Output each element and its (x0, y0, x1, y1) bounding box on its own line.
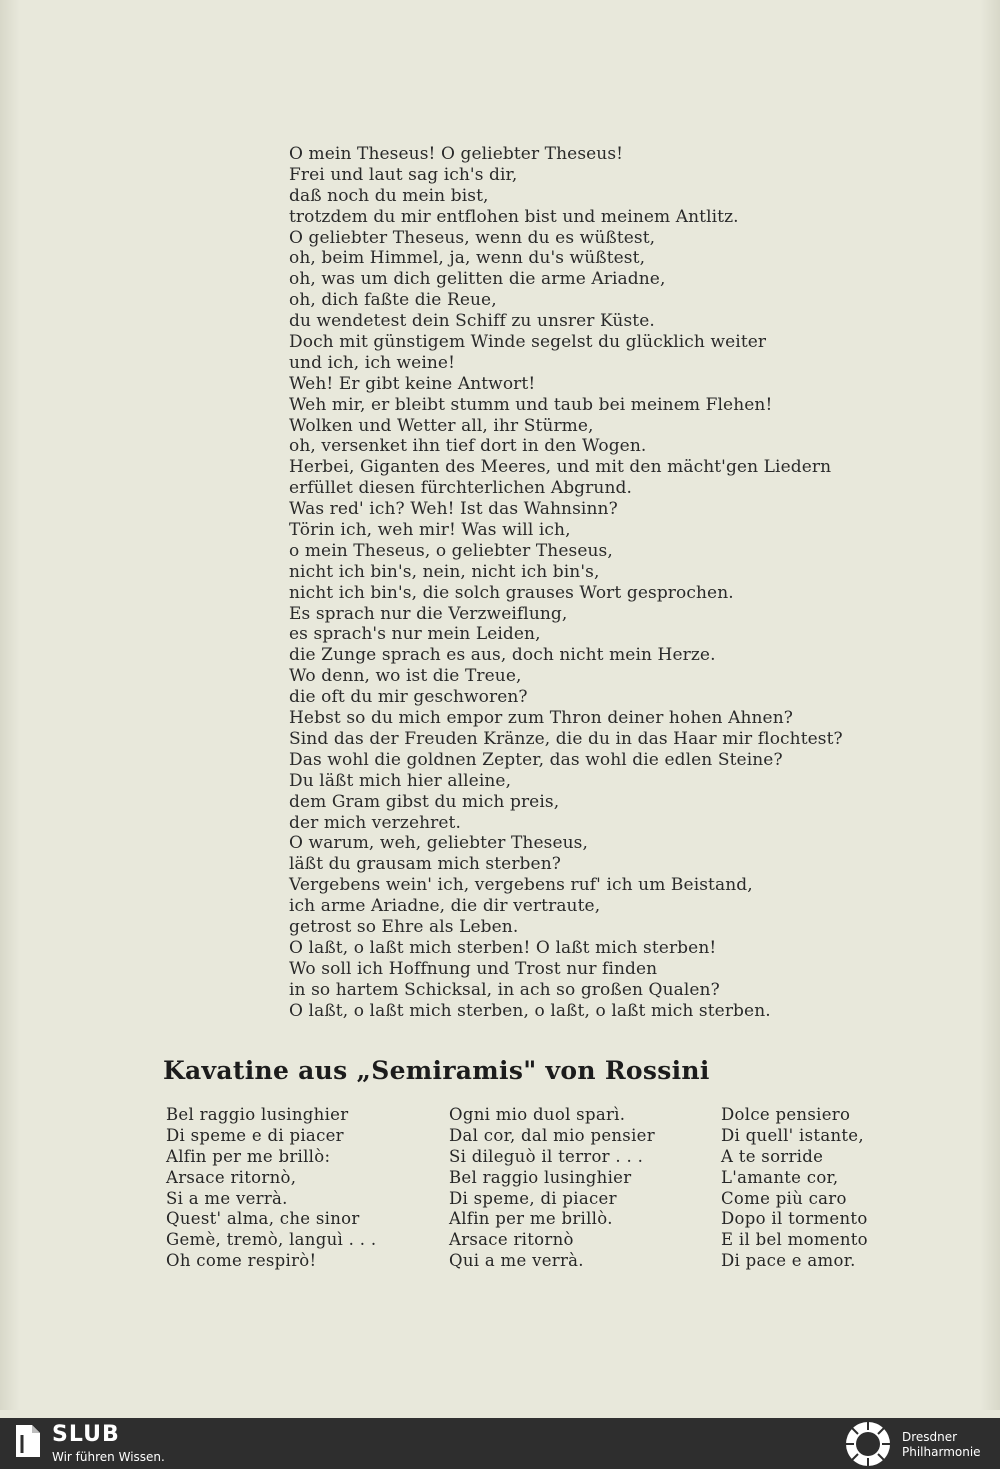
german-line: o mein Theseus, o geliebter Theseus, (289, 540, 613, 561)
german-line: in so hartem Schicksal, in ach so großen Qualen? (289, 979, 720, 1000)
german-line: Doch mit günstigem Winde segelst du glücklich weiter (289, 332, 767, 353)
italian-line: A te sorride (721, 1146, 824, 1166)
german-line: O geliebter Theseus, wenn du es wüßtest, (289, 227, 656, 248)
italian-line: Bel raggio lusinghier (166, 1105, 349, 1124)
german-line: läßt du grausam mich sterben? (289, 854, 561, 875)
italian-line: Di pace e amor. (721, 1251, 856, 1271)
german-line: Weh mir, er bleibt stumm und taub bei meinem Flehen! (289, 394, 773, 415)
german-line: Törin ich, weh mir! Was will ich, (289, 520, 571, 541)
german-line: Was red' ich? Weh! Ist das Wahnsinn? (289, 499, 618, 520)
german-line: dem Gram gibst du mich preis, (289, 791, 560, 812)
german-line: O laßt, o laßt mich sterben! O laßt mich sterben! (289, 937, 717, 958)
german-line: Wo soll ich Hoffnung und Trost nur finden (289, 958, 658, 979)
italian-line: Quest' alma, che sinor (166, 1209, 360, 1229)
german-line: und ich, ich weine! (289, 352, 455, 373)
german-line: die Zunge sprach es aus, doch nicht mein Herze. (289, 645, 716, 666)
german-line: Herbei, Giganten des Meeres, und mit den mächt'gen Liedern (289, 457, 832, 478)
italian-line: Si dileguò il terror . . . (449, 1146, 644, 1166)
german-line: O mein Theseus! O geliebter Theseus! (289, 144, 624, 164)
german-line: erfüllet diesen fürchterlichen Abgrund. (289, 478, 632, 499)
german-line: der mich verzehret. (289, 812, 461, 833)
german-line: nicht ich bin's, nein, nicht ich bin's, (289, 561, 600, 582)
italian-line: Bel raggio lusinghier (449, 1167, 632, 1187)
german-line: Das wohl die goldnen Zepter, das wohl die edlen Steine? (289, 749, 783, 770)
italian-line: Alfin per me brillò. (449, 1209, 613, 1229)
dresdner-philharmonie-logo-icon (842, 1419, 894, 1469)
italian-line: Arsace ritornò (449, 1230, 574, 1250)
german-line: oh, dich faßte die Reue, (289, 290, 497, 311)
german-line: Hebst so du mich empor zum Thron deiner hohen Ahnen? (289, 708, 793, 729)
slub-name: SLUB (52, 1422, 120, 1447)
italian-column-3 (721, 1105, 868, 1272)
section-heading: Kavatine aus „Semiramis" von Rossini (163, 1056, 710, 1085)
italian-line: Dolce pensiero (721, 1105, 851, 1124)
italian-line: Gemè, tremò, languì . . . (166, 1230, 377, 1250)
german-line: Frei und laut sag ich's dir, (289, 164, 518, 185)
italian-column-2 (449, 1105, 655, 1272)
dp-line-2: Philharmonie (902, 1445, 981, 1459)
italian-line: Di speme, di piacer (449, 1188, 617, 1208)
italian-line: Qui a me verrà. (449, 1251, 584, 1271)
german-line: O laßt, o laßt mich sterben, o laßt, o laßt mich sterben. (289, 1000, 771, 1021)
italian-line: Dopo il tormento (721, 1209, 868, 1229)
german-line: Vergebens wein' ich, vergebens ruf' ich um Beistand, (289, 875, 753, 896)
german-line: Sind das der Freuden Kränze, die du in das Haar mir flochtest? (289, 728, 843, 749)
slub-tagline: Wir führen Wissen. (52, 1450, 165, 1464)
german-line: Du läßt mich hier alleine, (289, 770, 512, 791)
italian-line: Come più caro (721, 1188, 847, 1208)
german-line: Weh! Er gibt keine Antwort! (289, 373, 536, 394)
german-line: Wolken und Wetter all, ihr Stürme, (289, 415, 594, 436)
german-line: trotzdem du mir entflohen bist und meinem Antlitz. (289, 206, 739, 227)
dp-line-1: Dresdner (902, 1430, 958, 1444)
german-line: Wo denn, wo ist die Treue, (289, 666, 522, 687)
german-lyrics (289, 144, 909, 1021)
german-line: es sprach's nur mein Leiden, (289, 624, 541, 645)
german-line: Es sprach nur die Verzweiflung, (289, 603, 568, 624)
german-line: du wendetest dein Schiff zu unsrer Küste. (289, 311, 655, 332)
italian-column-1 (166, 1105, 376, 1272)
italian-line: Oh come respirò! (166, 1251, 317, 1271)
italian-line: Di quell' istante, (721, 1125, 864, 1145)
german-line: getrost so Ehre als Leben. (289, 916, 519, 937)
slub-logo-icon (12, 1421, 44, 1461)
german-line: O warum, weh, geliebter Theseus, (289, 833, 588, 854)
italian-line: Di speme e di piacer (166, 1125, 344, 1145)
italian-line: Dal cor, dal mio pensier (449, 1125, 655, 1145)
italian-line: Alfin per me brillò: (166, 1146, 331, 1166)
german-line: daß noch du mein bist, (289, 185, 489, 206)
italian-line: Arsace ritornò, (166, 1167, 297, 1187)
german-line: die oft du mir geschworen? (289, 687, 528, 708)
german-line: oh, beim Himmel, ja, wenn du's wüßtest, (289, 248, 646, 269)
dresdner-philharmonie-text (902, 1430, 981, 1460)
italian-line: Si a me verrà. (166, 1188, 288, 1208)
italian-line: Ogni mio duol sparì. (449, 1105, 626, 1124)
german-line: ich arme Ariadne, die dir vertraute, (289, 896, 601, 917)
italian-line: E il bel momento (721, 1230, 868, 1250)
italian-line: L'amante cor, (721, 1167, 839, 1187)
german-line: oh, was um dich gelitten die arme Ariadne, (289, 269, 666, 290)
german-line: nicht ich bin's, die solch grauses Wort gesprochen. (289, 582, 734, 603)
german-line: oh, versenket ihn tief dort in den Wogen. (289, 436, 647, 457)
